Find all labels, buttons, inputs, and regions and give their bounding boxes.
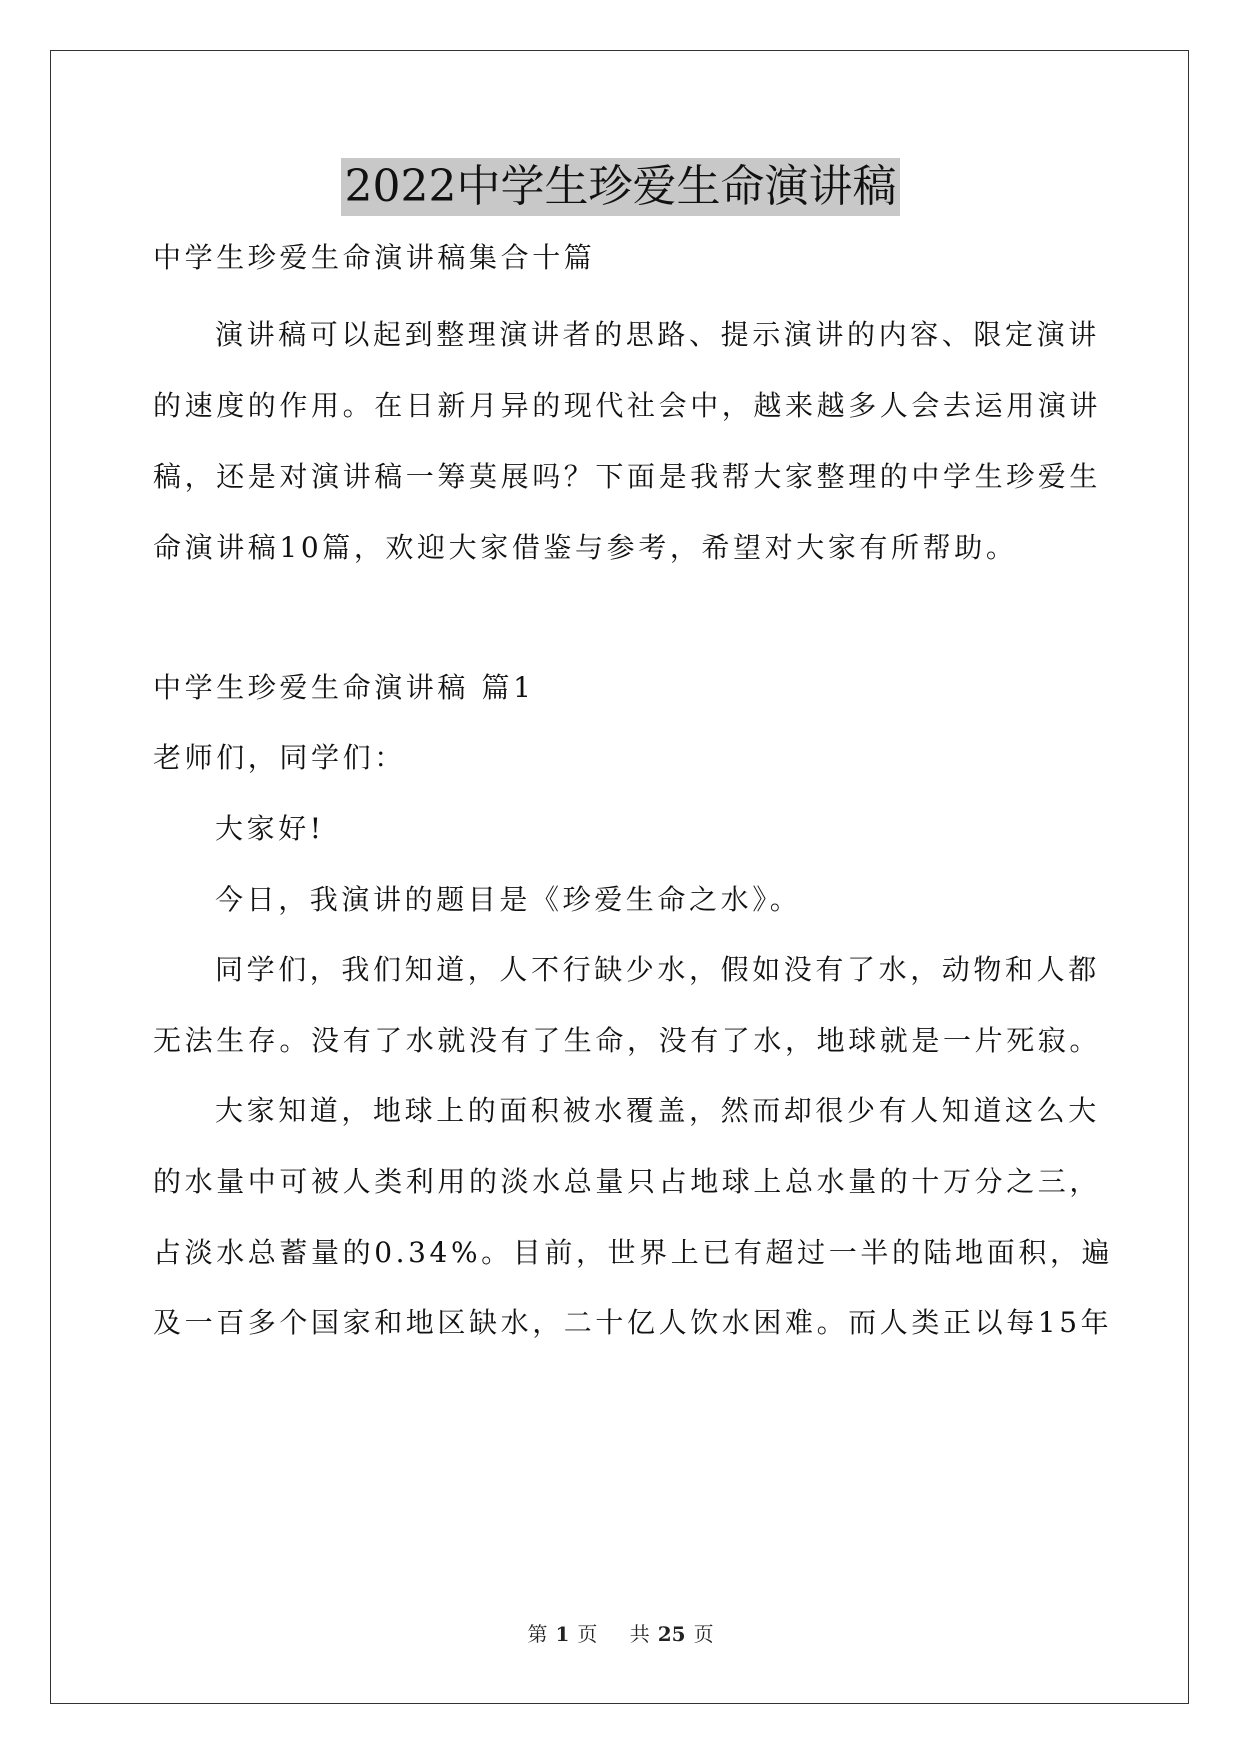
total-prefix: 共 (629, 1622, 650, 1646)
page-total (626, 1622, 718, 1646)
page-suffix: 页 (577, 1622, 598, 1646)
greeting: 大家好! (215, 812, 325, 845)
speech-line: 同学们，我们知道，人不行缺少水，假如没有了水，动物和人都 (215, 953, 1100, 986)
salutation: 老师们，同学们： (153, 741, 406, 774)
intro-line: 演讲稿可以起到整理演讲者的思路、提示演讲的内容、限定演讲 (215, 318, 1100, 351)
intro-line: 稿，还是对演讲稿一筹莫展吗？下面是我帮大家整理的中学生珍爱生 (153, 460, 1102, 493)
section-heading: 中学生珍爱生命演讲稿 篇1 (153, 671, 535, 704)
total-suffix: 页 (693, 1622, 714, 1646)
page-number (523, 1622, 601, 1646)
page-prefix: 第 (527, 1622, 548, 1646)
speech-line: 及一百多个国家和地区缺水，二十亿人饮水困难。而人类正以每15年 (153, 1306, 1113, 1339)
page-border (50, 50, 1189, 1704)
intro-line: 的速度的作用。在日新月异的现代社会中，越来越多人会去运用演讲 (153, 389, 1102, 422)
title-block (0, 158, 1241, 216)
document-title: 2022中学生珍爱生命演讲稿 (341, 158, 901, 216)
speech-line: 大家知道，地球上的面积被水覆盖，然而却很少有人知道这么大 (215, 1094, 1100, 1127)
speech-line: 的水量中可被人类利用的淡水总量只占地球上总水量的十万分之三， (153, 1165, 1102, 1198)
page-current: 1 (555, 1622, 570, 1646)
intro-line: 命演讲稿10篇，欢迎大家借鉴与参考，希望对大家有所帮助。 (153, 531, 1018, 564)
speech-line: 无法生存。没有了水就没有了生命，没有了水，地球就是一片死寂。 (153, 1024, 1102, 1057)
speech-line: 今日，我演讲的题目是《珍爱生命之水》。 (215, 883, 802, 916)
total-count: 25 (657, 1622, 686, 1646)
speech-line: 占淡水总蓄量的0.34%。目前，世界上已有超过一半的陆地面积，遍 (153, 1236, 1114, 1269)
document-subtitle: 中学生珍爱生命演讲稿集合十篇 (153, 241, 596, 274)
page-footer (0, 1618, 1241, 1647)
